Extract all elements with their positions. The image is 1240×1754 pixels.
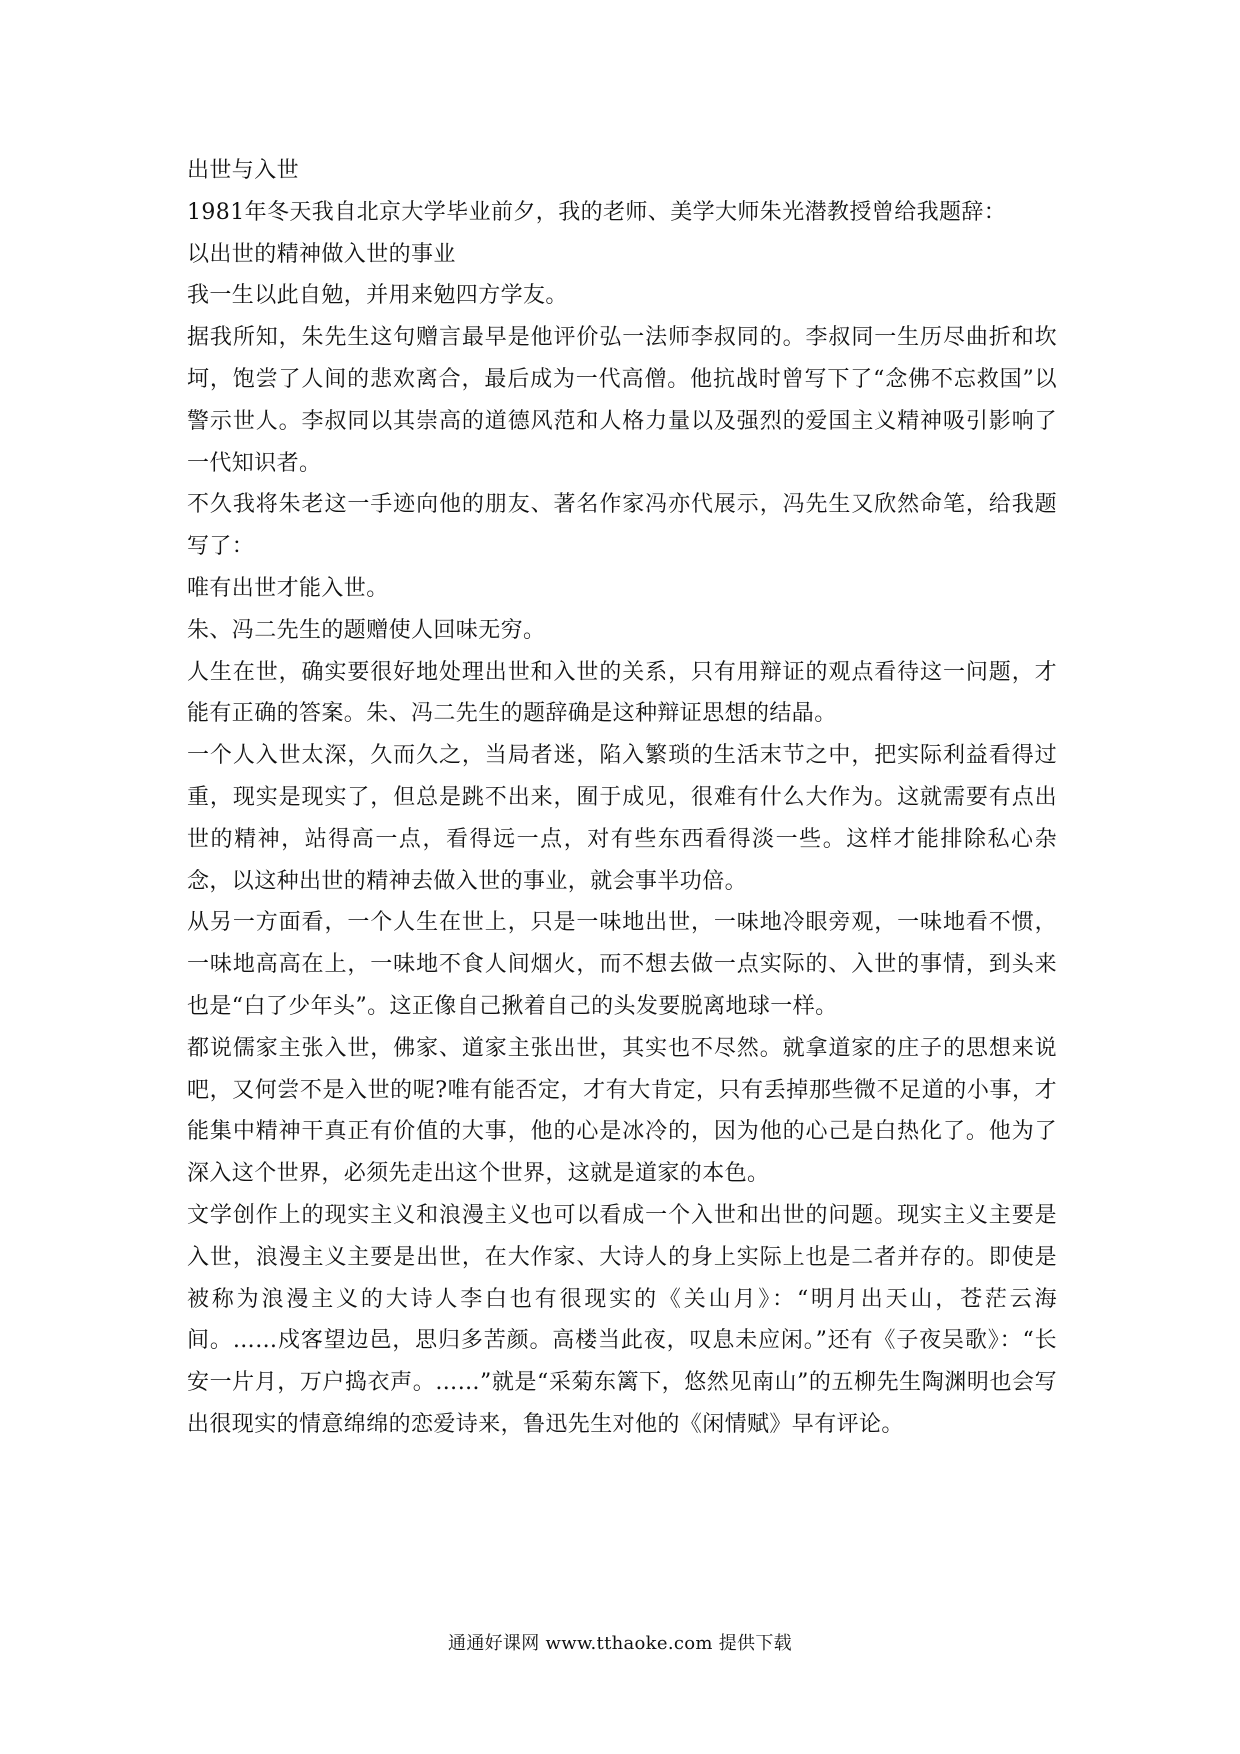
paragraph: 据我所知，朱先生这句赠言最早是他评价弘一法师李叔同的。李叔同一生历尽曲折和坎坷，饱尝了人间的悲欢离合，最后成为一代高僧。他抗战时曾写下了“念佛不忘救国”以警示世人。李叔同以其崇高的道德风范和人格力量以及强烈的爱国主义精神吸引影响了一代知识者。 xyxy=(187,325,1057,476)
paragraph: 人生在世，确实要很好地处理出世和入世的关系，只有用辩证的观点看待这一问题，才能有正确的答案。朱、冯二先生的题辞确是这种辩证思想的结晶。 xyxy=(187,659,1057,727)
paragraph: 从另一方面看，一个人生在世上，只是一味地出世，一味地冷眼旁观，一味地看不惯，一味地高高在上，一味地不食人间烟火，而不想去做一点实际的、入世的事情，到头来也是“白了少年头”。这正像自己揪着自己的头发要脱离地球一样。 xyxy=(187,910,1057,1019)
paragraph: 唯有出世才能入世。 xyxy=(187,575,389,601)
paragraph: 一个人入世太深，久而久之，当局者迷，陷入繁琐的生活末节之中，把实际利益看得过重，现实是现实了，但总是跳不出来，囿于成见，很难有什么大作为。这就需要有点出世的精神，站得高一点，看得远一点，对有些东西看得淡一些。这样才能排除私心杂念，以这种出世的精神去做入世的事业，就会事半功倍。 xyxy=(187,743,1057,894)
paragraph: 文学创作上的现实主义和浪漫主义也可以看成一个入世和出世的问题。现实主义主要是入世，浪漫主义主要是出世，在大作家、大诗人的身上实际上也是二者并存的。即使是被称为浪漫主义的大诗人李白也有很现实的《关山月》：“明月出天山，苍茫云海间。……戍客望边邑，思归多苦颜。高楼当此夜，叹息未应闲。”还有《子夜吴歌》：“长安一片月，万户捣衣声。……”就是“采菊东篱下，悠然见南山”的五柳先生陶渊明也会写出很现实的情意绵绵的恋爱诗来，鲁迅先生对他的《闲情赋》早有评论。 xyxy=(187,1202,1057,1437)
paragraph: 我一生以此自勉，并用来勉四方学友。 xyxy=(187,283,568,309)
document-body xyxy=(187,150,1057,1446)
paragraph: 都说儒家主张入世，佛家、道家主张出世，其实也不尽然。就拿道家的庄子的思想来说吧，又何尝不是入世的呢?唯有能否定，才有大肯定，只有丢掉那些微不足道的小事，才能集中精神干真正有价值的大事，他的心是冰冷的，因为他的心己是白热化了。他为了深入这个世界，必须先走出这个世界，这就是道家的本色。 xyxy=(187,1035,1057,1187)
paragraph: 以出世的精神做入世的事业 xyxy=(187,241,456,267)
paragraph: 不久我将朱老这一手迹向他的朋友、著名作家冯亦代展示，冯先生又欣然命笔，给我题写了： xyxy=(187,492,1057,560)
document-title: 出世与入世 xyxy=(187,158,300,183)
page-footer: 通通好课网 www.tthaoke.com 提供下载 xyxy=(448,1633,792,1654)
paragraph: 朱、冯二先生的题赠使人回味无穷。 xyxy=(187,617,546,643)
paragraph: 1981年冬天我自北京大学毕业前夕，我的老师、美学大师朱光潜教授曾给我题辞： xyxy=(187,199,1007,225)
